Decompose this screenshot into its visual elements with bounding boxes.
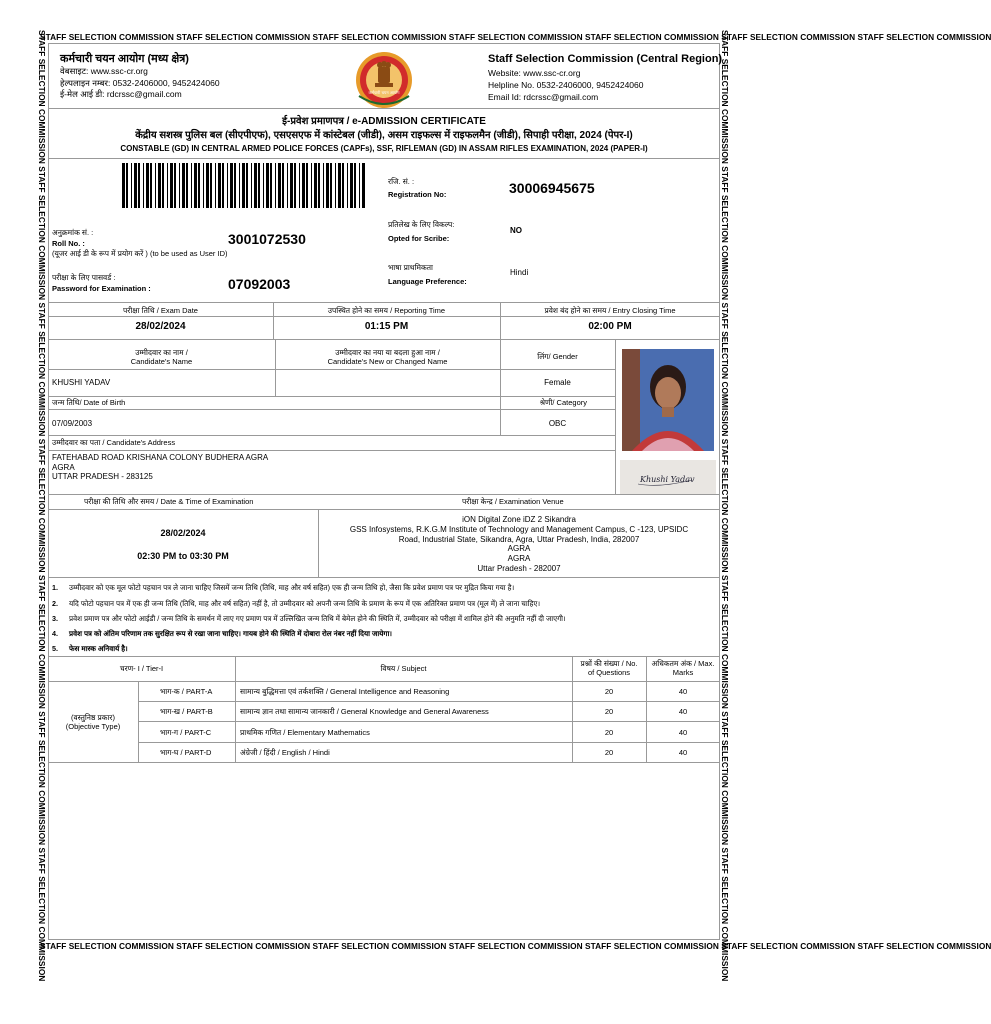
header-left-helpline: हेल्पलाइन नम्बर: 0532-2406000, 9452424060 xyxy=(60,77,220,88)
password-label: Password for Examination : xyxy=(52,284,151,293)
ssc-emblem-logo xyxy=(345,50,423,110)
grid-line xyxy=(615,339,616,494)
instruction-item xyxy=(52,599,540,608)
barcode-bar xyxy=(234,163,236,208)
grid-line xyxy=(48,656,720,657)
venue-line: GSS Infosystems, R.K.G.M Institute of Technology and Management Campus, C -123, UPSIDC xyxy=(349,524,689,534)
subject-name: प्राथमिक गणित / Elementary Mathematics xyxy=(240,728,370,737)
instruction-text: फेस मास्क अनिवार्य है। xyxy=(69,644,128,653)
marks-header-english: Marks xyxy=(672,668,694,677)
address-line: UTTAR PRADESH - 283125 xyxy=(52,472,153,481)
barcode-bar xyxy=(122,163,125,208)
gender-label: लिंग/ Gender xyxy=(537,352,578,361)
instruction-item xyxy=(52,629,392,638)
questions-header-english: of Questions xyxy=(587,668,631,677)
barcode-bar xyxy=(302,163,305,208)
border-right xyxy=(719,30,731,982)
exam-time-value: 02:30 PM to 03:30 PM xyxy=(137,551,229,561)
reporting-time: 01:15 PM xyxy=(364,321,409,332)
photo-image xyxy=(622,349,714,451)
barcode-bar xyxy=(186,163,188,208)
category-label: श्रेणी/ Category xyxy=(539,398,587,407)
border-left-text: STAFF SELECTION COMMISSION STAFF SELECTION COMMISSION STAFF SELECTION COMMISSION STAFF SELECTION COMMISSION STAFF SELECTION COMMISSION STAFF SELECTION COMMISSION STAFF SELECTION COMMISSION xyxy=(37,30,47,982)
roll-number: 3001072530 xyxy=(228,231,306,247)
closing-time: 02:00 PM xyxy=(588,321,632,332)
grid-line xyxy=(48,450,615,451)
instruction-number: 5. xyxy=(52,644,58,653)
scribe-label: Opted for Scribe: xyxy=(388,234,450,243)
exam-venue xyxy=(318,515,720,574)
max-marks: 40 xyxy=(678,748,688,757)
barcode-bar xyxy=(362,163,365,208)
barcode-bar xyxy=(278,163,281,208)
subject-name: अंग्रेजी / हिंदी / English / Hindi xyxy=(240,748,330,757)
header-left xyxy=(60,52,220,101)
exam-title-hindi: केंद्रीय सशस्त्र पुलिस बल (सीएपीएफ), एसएसएफ में कांस्टेबल (जीडी), असम राइफल्स में राइफलमैन (जीडी), सिपाही परीक्षा, 2024 (पेपर-I) xyxy=(135,130,633,141)
address-label: उम्मीदवार का पता / Candidate's Address xyxy=(52,438,176,447)
questions-header-hindi: प्रश्नों की संख्या / No. xyxy=(580,659,638,668)
part-label: भाग-क / PART-A xyxy=(160,687,213,696)
svg-text:Khushi Yadav: Khushi Yadav xyxy=(640,475,695,484)
roll-label-hindi: अनुक्रमांक सं. : xyxy=(52,228,94,237)
grid-line xyxy=(48,494,720,495)
grid-line xyxy=(48,435,615,436)
part-label: भाग-ख / PART-B xyxy=(160,707,213,716)
grid-line xyxy=(48,681,720,682)
barcode-bar xyxy=(254,163,257,208)
grid-line xyxy=(48,409,615,410)
barcode-bar xyxy=(162,163,164,208)
barcode-bar xyxy=(330,163,332,208)
barcode-bar xyxy=(342,163,344,208)
barcode-bar xyxy=(323,163,324,208)
instruction-text: उम्मीदवार को एक मूल फोटो पहचान पत्र ले जाना चाहिए जिसमें जन्म तिथि (तिथि, माह और वर्ष सहित) एक ही जन्म तिथि हो, जैसा कि प्रवेश प्रमाण पत्र पर मुद्रित किया गया है। xyxy=(69,583,515,592)
barcode-bar xyxy=(290,163,293,208)
barcode-bar xyxy=(251,163,252,208)
barcode xyxy=(120,163,370,208)
barcode-bar xyxy=(270,163,272,208)
venue-line: AGRA xyxy=(507,544,531,554)
barcode-bar xyxy=(282,163,284,208)
exam-datetime-label: परीक्षा की तिथि और समय / Date & Time of Examination xyxy=(84,497,254,506)
barcode-bar xyxy=(146,163,149,208)
max-marks: 40 xyxy=(678,707,688,716)
grid-line xyxy=(48,339,720,340)
barcode-bar xyxy=(170,163,173,208)
candidate-name: KHUSHI YADAV xyxy=(52,378,111,387)
barcode-bar xyxy=(210,163,212,208)
scribe-label-hindi: प्रतिलेख के लिए विकल्प: xyxy=(388,220,455,229)
barcode-bar xyxy=(275,163,276,208)
header-right xyxy=(488,52,722,103)
barcode-bar xyxy=(326,163,329,208)
roll-note: (यूजर आई डी के रूप में प्रयोग करें ) (to be used as User ID) xyxy=(52,249,228,258)
barcode-bar xyxy=(143,163,144,208)
venue-line: AGRA xyxy=(507,554,531,564)
grid-line xyxy=(138,721,720,722)
barcode-bar xyxy=(258,163,260,208)
barcode-bar xyxy=(335,163,336,208)
max-marks: 40 xyxy=(678,728,688,737)
grid-line xyxy=(48,762,720,763)
barcode-bar xyxy=(182,163,185,208)
divider xyxy=(48,158,720,159)
header-right-email: Email Id: rdcrssc@gmail.com xyxy=(488,92,599,102)
new-name-label xyxy=(275,348,500,366)
dob-label: जन्म तिथि/ Date of Birth xyxy=(52,398,126,407)
barcode-bar xyxy=(218,163,221,208)
name-label xyxy=(48,348,275,366)
subject-name: सामान्य बुद्धिमत्ता एवं तर्कशक्ति / General Intelligence and Reasoning xyxy=(240,687,450,696)
signature-image xyxy=(620,460,716,494)
barcode-bar xyxy=(266,163,269,208)
barcode-bar xyxy=(206,163,209,208)
reporting-time-label: उपस्थित होने का समय / Reporting Time xyxy=(327,306,446,315)
barcode-bar xyxy=(158,163,161,208)
reg-label-hindi: रजि. सं. : xyxy=(388,177,415,186)
question-count: 20 xyxy=(604,728,614,737)
new-name-label-hindi: उम्मीदवार का नया या बदला हुआ नाम / xyxy=(335,348,440,357)
venue-line: Uttar Pradesh - 282007 xyxy=(477,563,561,573)
language-value: Hindi xyxy=(510,268,529,277)
part-label: भाग-ग / PART-C xyxy=(160,728,212,737)
language-label: Language Preference: xyxy=(388,277,467,286)
exam-title-english: CONSTABLE (GD) IN CENTRAL ARMED POLICE FORCES (CAPFs), SSF, RIFLEMAN (GD) IN ASSAM RIFLES EXAMINATION, 2024 (PAPER-I) xyxy=(120,144,648,153)
barcode-bar xyxy=(347,163,348,208)
instruction-number: 3. xyxy=(52,614,58,623)
instruction-text: प्रवेश पत्र को अंतिम परिणाम तक सुरक्षित रूप से रखा जाना चाहिए। गायब होने की स्थिति में दोबारा रोल नंबर नहीं दिया जायेगा। xyxy=(69,629,393,638)
grid-line xyxy=(48,396,615,397)
barcode-bar xyxy=(131,163,132,208)
exam-date-label: परीक्षा तिथि / Exam Date xyxy=(123,306,198,315)
instruction-number: 4. xyxy=(52,629,58,638)
question-count: 20 xyxy=(604,687,614,696)
barcode-bar xyxy=(246,163,248,208)
instruction-text: प्रवेश प्रमाण पत्र और फोटो आईडी / जन्म तिथि के समर्थन में लाए गए प्रमाण पत्र में उल्लिखित जन्म तिथि में बेमेल होने की स्थिति में, उम्मीदवार को परीक्षा में शामिल होने की अनुमति नहीं दी जाएगी। xyxy=(69,614,566,623)
part-label: भाग-घ / PART-D xyxy=(160,748,212,757)
address xyxy=(52,453,268,482)
marks-header xyxy=(646,659,720,677)
header-right-helpline: Helpline No. 0532-2406000, 9452424060 xyxy=(488,80,644,90)
border-bottom-text: STAFF SELECTION COMMISSION STAFF SELECTION COMMISSION STAFF SELECTION COMMISSION STAFF SELECTION COMMISSION STAFF SELECTION COMMISSION STAFF SELECTION COMMISSION STAFF SELECTION COMMISSION xyxy=(40,941,991,951)
barcode-bar xyxy=(242,163,245,208)
barcode-bar xyxy=(138,163,140,208)
barcode-bar xyxy=(155,163,156,208)
border-top-text: STAFF SELECTION COMMISSION STAFF SELECTION COMMISSION STAFF SELECTION COMMISSION STAFF SELECTION COMMISSION STAFF SELECTION COMMISSION STAFF SELECTION COMMISSION STAFF SELECTION COMMISSION xyxy=(40,32,991,42)
certificate-title: ई-प्रवेश प्रमाणपत्र / e-ADMISSION CERTIFICATE xyxy=(282,116,486,127)
subject-name: सामान्य ज्ञान तथा सामान्य जानकारी / General Knowledge and General Awareness xyxy=(240,707,489,716)
exam-date-value: 28/02/2024 xyxy=(160,528,206,538)
barcode-bar xyxy=(311,163,312,208)
barcode-bar xyxy=(215,163,216,208)
exam-date: 28/02/2024 xyxy=(135,321,186,332)
reg-label: Registration No: xyxy=(388,190,447,199)
svg-text:कर्मचारी चयन आयोग: कर्मचारी चयन आयोग xyxy=(368,90,400,95)
barcode-bar xyxy=(174,163,176,208)
instruction-text: यदि फोटो पहचान पत्र में एक ही जन्म तिथि (तिथि, माह और वर्ष सहित) नहीं है, तो उम्मीदवार को अपनी जन्म तिथि के प्रमाण के रूप में एक अतिरिक्त प्रमाण पत्र (मूल में) ले जाना चाहिए। xyxy=(69,599,541,608)
divider xyxy=(48,108,720,109)
barcode-bar xyxy=(222,163,224,208)
name-label-english: Candidate's Name xyxy=(130,357,193,366)
barcode-bar xyxy=(198,163,200,208)
barcode-bar xyxy=(179,163,180,208)
barcode-bar xyxy=(299,163,300,208)
address-line: FATEHABAD ROAD KRISHANA COLONY BUDHERA AGRA xyxy=(52,453,269,462)
venue-line: iON Digital Zone iDZ 2 Sikandra xyxy=(462,515,576,524)
question-count: 20 xyxy=(604,707,614,716)
barcode-bar xyxy=(191,163,192,208)
barcode-bar xyxy=(338,163,341,208)
border-left xyxy=(36,30,48,982)
dob-value: 07/09/2003 xyxy=(52,419,93,428)
candidate-signature xyxy=(620,460,716,494)
password-value: 07092003 xyxy=(228,276,291,292)
barcode-bar xyxy=(294,163,296,208)
category-value: OBC xyxy=(548,419,567,428)
barcode-bar xyxy=(239,163,240,208)
marks-header-hindi: अधिकतम अंक / Max. xyxy=(651,659,715,668)
grid-line xyxy=(138,742,720,743)
barcode-bar xyxy=(263,163,264,208)
venue-line: Road, Industrial State, Sikandra, Agra, Uttar Pradesh, India, 282007 xyxy=(398,534,640,544)
barcode-bar xyxy=(167,163,168,208)
barcode-bar xyxy=(230,163,233,208)
header-right-title: Staff Selection Commission (Central Region) xyxy=(488,53,723,65)
instruction-item xyxy=(52,583,514,592)
barcode-bar xyxy=(194,163,197,208)
barcode-bar xyxy=(287,163,288,208)
language-label-hindi: भाषा प्राथमिकता xyxy=(388,263,433,272)
max-marks: 40 xyxy=(678,687,688,696)
barcode-bar xyxy=(134,163,137,208)
grid-line xyxy=(48,302,720,303)
tier-header: चरण- I / Tier-I xyxy=(119,664,164,673)
header-left-title: कर्मचारी चयन आयोग (मध्य क्षेत्र) xyxy=(60,53,189,65)
barcode-bar xyxy=(354,163,356,208)
question-count: 20 xyxy=(604,748,614,757)
barcode-bar xyxy=(359,163,360,208)
barcode-bar xyxy=(150,163,152,208)
roll-label: Roll No. : xyxy=(52,239,85,248)
subject-header: विषय / Subject xyxy=(380,664,427,673)
objective-type-hindi: (वस्तुनिष्ठ प्रकार) xyxy=(70,713,115,722)
barcode-bar xyxy=(318,163,320,208)
gender-value: Female xyxy=(544,378,571,387)
barcode-bar xyxy=(306,163,308,208)
instruction-item xyxy=(52,644,128,653)
scribe-value: NO xyxy=(510,226,522,235)
instruction-number: 2. xyxy=(52,599,58,608)
exam-venue-label: परीक्षा केन्द्र / Examination Venue xyxy=(462,497,564,506)
header-left-email: ई-मेल आई डी: rdcrssc@gmail.com xyxy=(60,89,182,99)
barcode-bar xyxy=(314,163,317,208)
grid-line xyxy=(138,701,720,702)
registration-number: 30006945675 xyxy=(509,180,595,196)
candidate-photo xyxy=(622,349,714,451)
objective-type-english: (Objective Type) xyxy=(65,722,121,731)
instruction-item xyxy=(52,614,566,623)
grid-line xyxy=(48,369,615,370)
header-right-website: Website: www.ssc-cr.org xyxy=(488,68,581,78)
grid-line xyxy=(48,509,720,510)
objective-type-label xyxy=(48,713,138,731)
grid-line xyxy=(48,316,720,317)
border-right-text: STAFF SELECTION COMMISSION STAFF SELECTION COMMISSION STAFF SELECTION COMMISSION STAFF SELECTION COMMISSION STAFF SELECTION COMMISSION STAFF SELECTION COMMISSION STAFF SELECTION COMMISSION xyxy=(720,30,730,982)
grid-line xyxy=(138,681,139,762)
instruction-number: 1. xyxy=(52,583,58,592)
barcode-bar xyxy=(227,163,228,208)
questions-header xyxy=(572,659,646,677)
name-label-hindi: उम्मीदवार का नाम / xyxy=(135,348,188,357)
header-left-website: वेबसाइट: www.ssc-cr.org xyxy=(60,66,148,76)
grid-line xyxy=(48,577,720,578)
barcode-bar xyxy=(126,163,128,208)
address-line: AGRA xyxy=(52,462,75,472)
closing-time-label: प्रवेश बंद होने का समय / Entry Closing Time xyxy=(544,306,676,315)
new-name-label-english: Candidate's New or Changed Name xyxy=(327,357,448,366)
password-label-hindi: परीक्षा के लिए पासवर्ड : xyxy=(52,273,116,282)
barcode-bar xyxy=(203,163,204,208)
barcode-bar xyxy=(350,163,353,208)
